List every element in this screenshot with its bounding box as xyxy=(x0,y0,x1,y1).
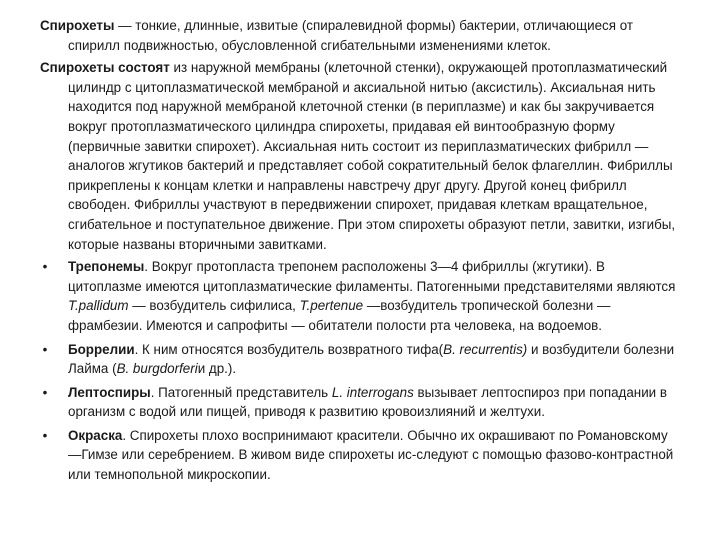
list-item-leptospira xyxy=(40,383,680,422)
list-item-staining xyxy=(40,426,680,485)
list-item-borrelia xyxy=(40,340,680,379)
borrelia-text-2: и возбудители болезни Лайма ( xyxy=(68,341,675,377)
structure-text: из наружной мембраны (клеточной стенки), окружающей протоплазматический цилиндр с цитоплазматической мембраной и аксиальной нитью (аксистиль). Аксиальная нить находится под наружной мембраной клеточной стенки (в периплазме) и как бы закручивается вокруг протоплазматического цилиндра спирохеты, придавая ей винтообразную форму (первичные завитки спирохет). Аксиальная нить состоит из периплазматических фибрилл — аналогов жгутиков бактерий и представляет собой сократительный белок флагеллин. Фибриллы прикреплены к концам клетки и направлены навстречу друг другу. Другой конец фибрилл свободен. Фибриллы участвуют в передвижении спирохет, придавая клеткам вращательное, сгибательное и поступательное движение. При этом спирохеты образуют петли, завитки, изгибы, которые названы вторичными завитками. xyxy=(68,60,676,252)
definition-text: — тонкие, длинные, извитые (спиралевидной формы) бактерии, отличающиеся от спирилл подвижностью, обусловленной сгибательными изменениями клеток. xyxy=(68,18,633,53)
treponema-text-1: . Вокруг протопласта трепонем расположены 3—4 фибриллы (жгутики). В цитоплазме имеются цитоплазматические филаменты. Патогенными представителями являются xyxy=(68,259,676,294)
borrelia-text-3: и др.). xyxy=(197,361,237,377)
leptospira-text-1: . Патогенный представитель xyxy=(150,384,332,400)
paragraph-structure xyxy=(40,58,680,254)
term-treponema: Трепонемы xyxy=(68,259,145,275)
treponema-text-2: — возбудитель сифилиса, xyxy=(128,298,300,314)
term-leptospira: Лептоспиры xyxy=(68,384,151,400)
bullet-icon: • xyxy=(42,341,48,357)
species-b-burgdorferi: B. burgdorferi xyxy=(116,361,198,377)
species-t-pertenue: T.pertenue xyxy=(299,298,364,314)
term-borrelia: Боррелии xyxy=(68,341,135,357)
bullet-icon: • xyxy=(42,427,48,443)
bullet-icon: • xyxy=(42,259,48,275)
paragraph-definition xyxy=(40,16,680,55)
leptospira-text-2: вызывает лептоспироз при попадании в организм с водой или пищей, приводя к развитию кровоизлияний и желтухи. xyxy=(68,384,667,420)
staining-text: . Спирохеты плохо воспринимают красители. Обычно их окрашивают по Романовскому—Гимзе или серебрением. В живом виде спирохеты ис-следуют с помощью фазово-контрастной или темнопольной микроскопии. xyxy=(68,427,674,483)
genus-list xyxy=(40,257,680,485)
term-spirochetes: Спирохеты xyxy=(40,18,115,33)
borrelia-text-1: . К ним относятся возбудитель возвратного тифа( xyxy=(134,341,444,357)
term-spirochetes-consist: Спирохеты состоят xyxy=(40,60,170,76)
species-l-interrogans: L. interrogans xyxy=(331,384,414,400)
term-staining: Окраска xyxy=(68,427,123,443)
species-b-recurrentis: B. recurrentis) xyxy=(443,341,528,357)
list-item-treponema xyxy=(40,257,680,335)
treponema-text-3: —возбудитель тропической болезни — фрамбезии. Имеются и сапрофиты — обитатели полости рта человека, на водоемов. xyxy=(68,298,611,333)
species-t-pallidum: T.pallidum xyxy=(68,298,129,314)
bullet-icon: • xyxy=(42,384,48,400)
